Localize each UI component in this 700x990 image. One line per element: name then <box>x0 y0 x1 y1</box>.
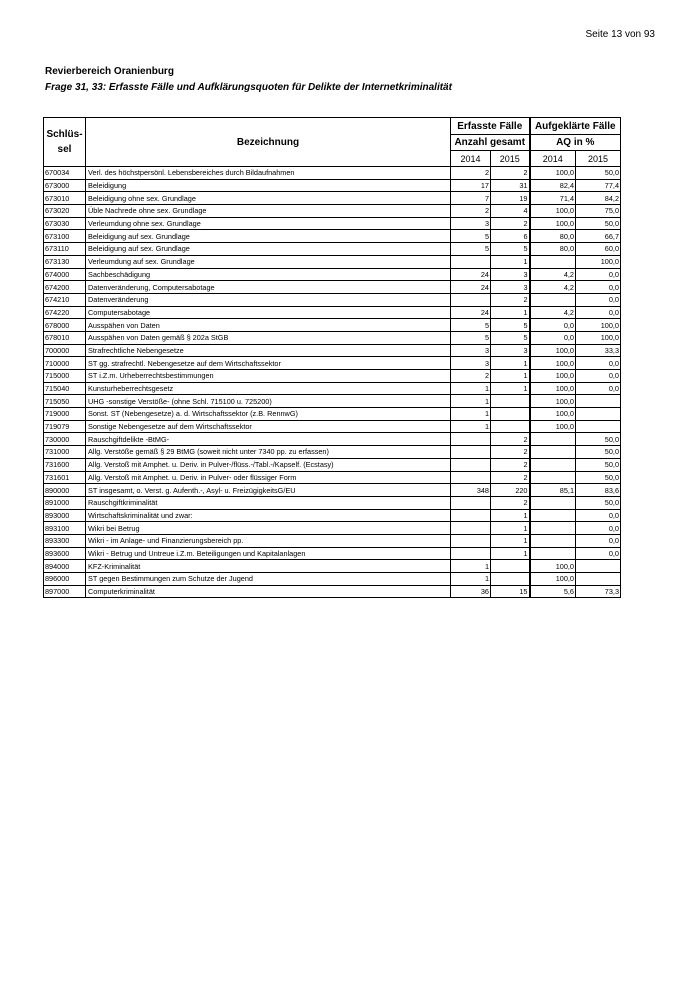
row-cases-2014: 24 <box>451 306 491 319</box>
table-row <box>44 509 621 522</box>
row-aq-2014: 100,0 <box>530 217 576 230</box>
row-aq-2015: 0,0 <box>576 357 621 370</box>
row-cases-2014: 348 <box>451 484 491 497</box>
row-cases-2014: 36 <box>451 585 491 598</box>
table-row <box>44 496 621 509</box>
row-key: 730000 <box>44 433 86 446</box>
row-key: 700000 <box>44 344 86 357</box>
row-aq-2014: 100,0 <box>530 344 576 357</box>
page-subtitle: Frage 31, 33: Erfasste Fälle und Aufklärungsquoten für Delikte der Internetkriminalität <box>45 82 452 93</box>
header-key: Schlüs- sel <box>44 118 86 167</box>
table-row <box>44 205 621 218</box>
row-description: Sonstige Nebengesetze auf dem Wirtschaftssektor <box>86 420 451 433</box>
row-key: 719000 <box>44 408 86 421</box>
header-description: Bezeichnung <box>86 118 451 167</box>
row-aq-2014 <box>530 255 576 268</box>
row-cases-2015: 220 <box>491 484 530 497</box>
row-description: Ausspähen von Daten <box>86 319 451 332</box>
row-key: 893300 <box>44 534 86 547</box>
row-description: Wirtschaftskriminalität und zwar: <box>86 509 451 522</box>
row-key: 731000 <box>44 446 86 459</box>
row-description: Üble Nachrede ohne sex. Grundlage <box>86 205 451 218</box>
row-description: ST i.Z.m. Urheberrechtsbestimmungen <box>86 370 451 383</box>
row-cases-2014: 2 <box>451 370 491 383</box>
row-aq-2014: 100,0 <box>530 395 576 408</box>
table-row <box>44 217 621 230</box>
row-aq-2015: 0,0 <box>576 382 621 395</box>
row-description: Datenveränderung <box>86 293 451 306</box>
row-aq-2015 <box>576 573 621 586</box>
header-year-cases-2015: 2015 <box>491 151 530 167</box>
header-cleared-group: Aufgeklärte Fälle <box>530 118 621 135</box>
row-cases-2015: 6 <box>491 230 530 243</box>
row-aq-2015: 50,0 <box>576 471 621 484</box>
row-aq-2014: 0,0 <box>530 331 576 344</box>
table-row <box>44 179 621 192</box>
row-aq-2014: 100,0 <box>530 573 576 586</box>
row-cases-2014: 5 <box>451 331 491 344</box>
row-key: 715050 <box>44 395 86 408</box>
row-key: 715040 <box>44 382 86 395</box>
header-cases-sub: Anzahl gesamt <box>451 135 530 151</box>
row-aq-2014 <box>530 433 576 446</box>
row-cases-2015: 5 <box>491 331 530 344</box>
row-aq-2014 <box>530 446 576 459</box>
row-description: Beleidigung auf sex. Grundlage <box>86 243 451 256</box>
header-cases-group: Erfasste Fälle <box>451 118 530 135</box>
row-cases-2015: 5 <box>491 243 530 256</box>
row-cases-2014 <box>451 433 491 446</box>
row-aq-2015: 66,7 <box>576 230 621 243</box>
row-description: Sachbeschädigung <box>86 268 451 281</box>
row-description: Strafrechtliche Nebengesetze <box>86 344 451 357</box>
row-cases-2015: 3 <box>491 344 530 357</box>
row-cases-2015 <box>491 420 530 433</box>
table-row <box>44 522 621 535</box>
header-year-aq-2015: 2015 <box>576 151 621 167</box>
row-aq-2014: 100,0 <box>530 167 576 180</box>
row-cases-2015: 1 <box>491 357 530 370</box>
row-aq-2015 <box>576 420 621 433</box>
row-aq-2015: 50,0 <box>576 446 621 459</box>
row-aq-2014 <box>530 471 576 484</box>
table-row <box>44 331 621 344</box>
row-aq-2015: 33,3 <box>576 344 621 357</box>
table-row <box>44 319 621 332</box>
row-key: 678010 <box>44 331 86 344</box>
row-cases-2015: 1 <box>491 509 530 522</box>
row-cases-2014 <box>451 509 491 522</box>
row-aq-2014: 4,2 <box>530 281 576 294</box>
row-aq-2015: 84,2 <box>576 192 621 205</box>
table-row <box>44 408 621 421</box>
row-aq-2015 <box>576 395 621 408</box>
row-aq-2014 <box>530 496 576 509</box>
row-key: 719079 <box>44 420 86 433</box>
table-row <box>44 306 621 319</box>
row-aq-2014: 100,0 <box>530 408 576 421</box>
row-aq-2014 <box>530 509 576 522</box>
row-description: Allg. Verstoß mit Amphet. u. Deriv. in Pulver-/flüss.-/Tabl.-/Kapself. (Ecstasy) <box>86 458 451 471</box>
row-cases-2015 <box>491 395 530 408</box>
row-aq-2015: 50,0 <box>576 217 621 230</box>
row-key: 673020 <box>44 205 86 218</box>
row-cases-2014 <box>451 458 491 471</box>
row-cases-2014: 5 <box>451 230 491 243</box>
table-row <box>44 534 621 547</box>
row-aq-2015: 50,0 <box>576 496 621 509</box>
row-aq-2014: 100,0 <box>530 357 576 370</box>
row-cases-2014 <box>451 293 491 306</box>
table-row <box>44 192 621 205</box>
row-cases-2014 <box>451 446 491 459</box>
table-row <box>44 446 621 459</box>
row-cases-2014: 1 <box>451 408 491 421</box>
row-key: 893000 <box>44 509 86 522</box>
row-aq-2015: 100,0 <box>576 331 621 344</box>
row-key: 897000 <box>44 585 86 598</box>
row-cases-2015: 4 <box>491 205 530 218</box>
row-aq-2014: 80,0 <box>530 230 576 243</box>
row-aq-2014: 100,0 <box>530 382 576 395</box>
row-description: Verl. des höchstpersönl. Lebensbereiches durch Bildaufnahmen <box>86 167 451 180</box>
row-key: 710000 <box>44 357 86 370</box>
table-row <box>44 357 621 370</box>
row-cases-2015: 3 <box>491 268 530 281</box>
row-aq-2014: 100,0 <box>530 420 576 433</box>
row-aq-2015: 50,0 <box>576 167 621 180</box>
row-cases-2014 <box>451 547 491 560</box>
row-key: 896000 <box>44 573 86 586</box>
row-key: 670034 <box>44 167 86 180</box>
row-key: 673030 <box>44 217 86 230</box>
row-aq-2015: 0,0 <box>576 547 621 560</box>
row-cases-2015: 2 <box>491 446 530 459</box>
row-cases-2015: 3 <box>491 281 530 294</box>
row-cases-2015 <box>491 573 530 586</box>
row-description: Wikri - im Anlage- und Finanzierungsbereich pp. <box>86 534 451 547</box>
row-key: 674220 <box>44 306 86 319</box>
row-aq-2014: 71,4 <box>530 192 576 205</box>
row-cases-2015 <box>491 408 530 421</box>
row-cases-2015: 2 <box>491 167 530 180</box>
row-aq-2015: 0,0 <box>576 281 621 294</box>
statistics-table <box>43 117 621 598</box>
row-aq-2015: 0,0 <box>576 370 621 383</box>
table-row <box>44 370 621 383</box>
row-cases-2014: 7 <box>451 192 491 205</box>
row-cases-2014: 3 <box>451 217 491 230</box>
row-key: 893600 <box>44 547 86 560</box>
row-aq-2015 <box>576 408 621 421</box>
row-aq-2015: 60,0 <box>576 243 621 256</box>
table-row <box>44 230 621 243</box>
row-aq-2015: 0,0 <box>576 522 621 535</box>
row-description: ST gg. strafrechtl. Nebengesetze auf dem Wirtschaftssektor <box>86 357 451 370</box>
row-key: 673000 <box>44 179 86 192</box>
row-key: 731601 <box>44 471 86 484</box>
row-cases-2015: 1 <box>491 370 530 383</box>
row-cases-2014: 24 <box>451 281 491 294</box>
row-cases-2014: 1 <box>451 382 491 395</box>
row-aq-2015: 100,0 <box>576 255 621 268</box>
row-description: Sonst. ST (Nebengesetze) a. d. Wirtschaftssektor (z.B. RennwG) <box>86 408 451 421</box>
row-cases-2014 <box>451 496 491 509</box>
row-aq-2014 <box>530 547 576 560</box>
row-description: Allg. Verstöße gemäß § 29 BtMG (soweit nicht unter 7340 pp. zu erfassen) <box>86 446 451 459</box>
row-cases-2015: 2 <box>491 458 530 471</box>
table-row <box>44 281 621 294</box>
row-cases-2015: 1 <box>491 255 530 268</box>
row-cases-2015: 2 <box>491 496 530 509</box>
row-description: UHG -sonstige Verstöße- (ohne Schl. 715100 u. 725200) <box>86 395 451 408</box>
row-aq-2015: 100,0 <box>576 319 621 332</box>
row-cases-2014: 24 <box>451 268 491 281</box>
region-title: Revierbereich Oranienburg <box>45 66 174 77</box>
row-aq-2014: 4,2 <box>530 306 576 319</box>
table-row <box>44 471 621 484</box>
table-row <box>44 585 621 598</box>
row-aq-2015: 83,6 <box>576 484 621 497</box>
row-cases-2014: 2 <box>451 205 491 218</box>
row-cases-2014: 1 <box>451 395 491 408</box>
row-key: 891000 <box>44 496 86 509</box>
row-cases-2015: 31 <box>491 179 530 192</box>
row-aq-2014 <box>530 522 576 535</box>
row-description: ST gegen Bestimmungen zum Schutze der Jugend <box>86 573 451 586</box>
table-row <box>44 420 621 433</box>
row-description: Rauschgiftdelikte -BtMG- <box>86 433 451 446</box>
table-row <box>44 395 621 408</box>
table-row <box>44 255 621 268</box>
row-description: Verleumdung ohne sex. Grundlage <box>86 217 451 230</box>
row-cases-2014: 17 <box>451 179 491 192</box>
row-aq-2015: 50,0 <box>576 458 621 471</box>
row-cases-2014: 5 <box>451 319 491 332</box>
row-cases-2014 <box>451 255 491 268</box>
page-number: Seite 13 von 93 <box>585 29 655 40</box>
row-key: 893100 <box>44 522 86 535</box>
row-key: 890000 <box>44 484 86 497</box>
row-key: 894000 <box>44 560 86 573</box>
row-key: 673010 <box>44 192 86 205</box>
row-description: Wikri bei Betrug <box>86 522 451 535</box>
row-cases-2015: 2 <box>491 433 530 446</box>
row-aq-2015: 50,0 <box>576 433 621 446</box>
row-description: ST insgesamt, o. Verst. g. Aufenth.-, Asyl- u. FreizügigkeitsG/EU <box>86 484 451 497</box>
row-description: Kunsturheberrechtsgesetz <box>86 382 451 395</box>
row-aq-2014 <box>530 534 576 547</box>
row-aq-2015: 0,0 <box>576 509 621 522</box>
row-cases-2014: 2 <box>451 167 491 180</box>
row-cases-2015: 15 <box>491 585 530 598</box>
row-description: Verleumdung auf sex. Grundlage <box>86 255 451 268</box>
row-aq-2015: 0,0 <box>576 306 621 319</box>
row-description: Allg. Verstoß mit Amphet. u. Deriv. in Pulver- oder flüssiger Form <box>86 471 451 484</box>
row-key: 674210 <box>44 293 86 306</box>
row-cases-2015: 1 <box>491 534 530 547</box>
row-description: Computerkriminalität <box>86 585 451 598</box>
row-description: Beleidigung ohne sex. Grundlage <box>86 192 451 205</box>
row-cases-2015: 1 <box>491 382 530 395</box>
table-row <box>44 344 621 357</box>
row-cases-2015: 1 <box>491 306 530 319</box>
row-cases-2014: 5 <box>451 243 491 256</box>
row-description: Wikri - Betrug und Untreue i.Z.m. Beteiligungen und Kapitalanlagen <box>86 547 451 560</box>
row-cases-2014 <box>451 522 491 535</box>
row-key: 673100 <box>44 230 86 243</box>
row-aq-2015: 73,3 <box>576 585 621 598</box>
row-aq-2014: 100,0 <box>530 370 576 383</box>
row-cases-2015: 2 <box>491 293 530 306</box>
row-aq-2014: 100,0 <box>530 205 576 218</box>
header-cleared-sub: AQ in % <box>530 135 621 151</box>
row-aq-2015: 75,0 <box>576 205 621 218</box>
row-cases-2014 <box>451 471 491 484</box>
table-row <box>44 547 621 560</box>
row-key: 673130 <box>44 255 86 268</box>
row-aq-2015 <box>576 560 621 573</box>
table-row <box>44 560 621 573</box>
row-description: Beleidigung <box>86 179 451 192</box>
table-row <box>44 293 621 306</box>
row-cases-2015: 2 <box>491 471 530 484</box>
row-cases-2014: 1 <box>451 573 491 586</box>
row-cases-2015: 19 <box>491 192 530 205</box>
header-year-aq-2014: 2014 <box>530 151 576 167</box>
table-row <box>44 382 621 395</box>
row-key: 731600 <box>44 458 86 471</box>
row-description: Ausspähen von Daten gemäß § 202a StGB <box>86 331 451 344</box>
row-cases-2015: 1 <box>491 547 530 560</box>
row-key: 674200 <box>44 281 86 294</box>
row-cases-2015: 2 <box>491 217 530 230</box>
row-aq-2014: 85,1 <box>530 484 576 497</box>
row-description: Beleidigung auf sex. Grundlage <box>86 230 451 243</box>
row-aq-2014: 82,4 <box>530 179 576 192</box>
row-description: Datenveränderung, Computersabotage <box>86 281 451 294</box>
row-key: 678000 <box>44 319 86 332</box>
header-year-cases-2014: 2014 <box>451 151 491 167</box>
row-key: 715000 <box>44 370 86 383</box>
table-row <box>44 243 621 256</box>
row-key: 674000 <box>44 268 86 281</box>
table-row <box>44 484 621 497</box>
row-description: Rauschgiftkriminalität <box>86 496 451 509</box>
row-aq-2014 <box>530 293 576 306</box>
row-cases-2014 <box>451 534 491 547</box>
row-aq-2014: 80,0 <box>530 243 576 256</box>
row-aq-2015: 77,4 <box>576 179 621 192</box>
row-cases-2014: 1 <box>451 560 491 573</box>
row-cases-2014: 1 <box>451 420 491 433</box>
row-cases-2014: 3 <box>451 344 491 357</box>
table-row <box>44 433 621 446</box>
row-cases-2014: 3 <box>451 357 491 370</box>
table-row <box>44 573 621 586</box>
row-description: KFZ-Kriminalität <box>86 560 451 573</box>
row-aq-2015: 0,0 <box>576 534 621 547</box>
row-aq-2014 <box>530 458 576 471</box>
row-cases-2015: 1 <box>491 522 530 535</box>
row-aq-2015: 0,0 <box>576 293 621 306</box>
row-aq-2014: 4,2 <box>530 268 576 281</box>
row-aq-2014: 100,0 <box>530 560 576 573</box>
table-row <box>44 458 621 471</box>
table-row <box>44 167 621 180</box>
row-aq-2014: 0,0 <box>530 319 576 332</box>
table-row <box>44 268 621 281</box>
row-description: Computersabotage <box>86 306 451 319</box>
row-key: 673110 <box>44 243 86 256</box>
row-cases-2015: 5 <box>491 319 530 332</box>
row-cases-2015 <box>491 560 530 573</box>
row-aq-2014: 5,6 <box>530 585 576 598</box>
row-aq-2015: 0,0 <box>576 268 621 281</box>
